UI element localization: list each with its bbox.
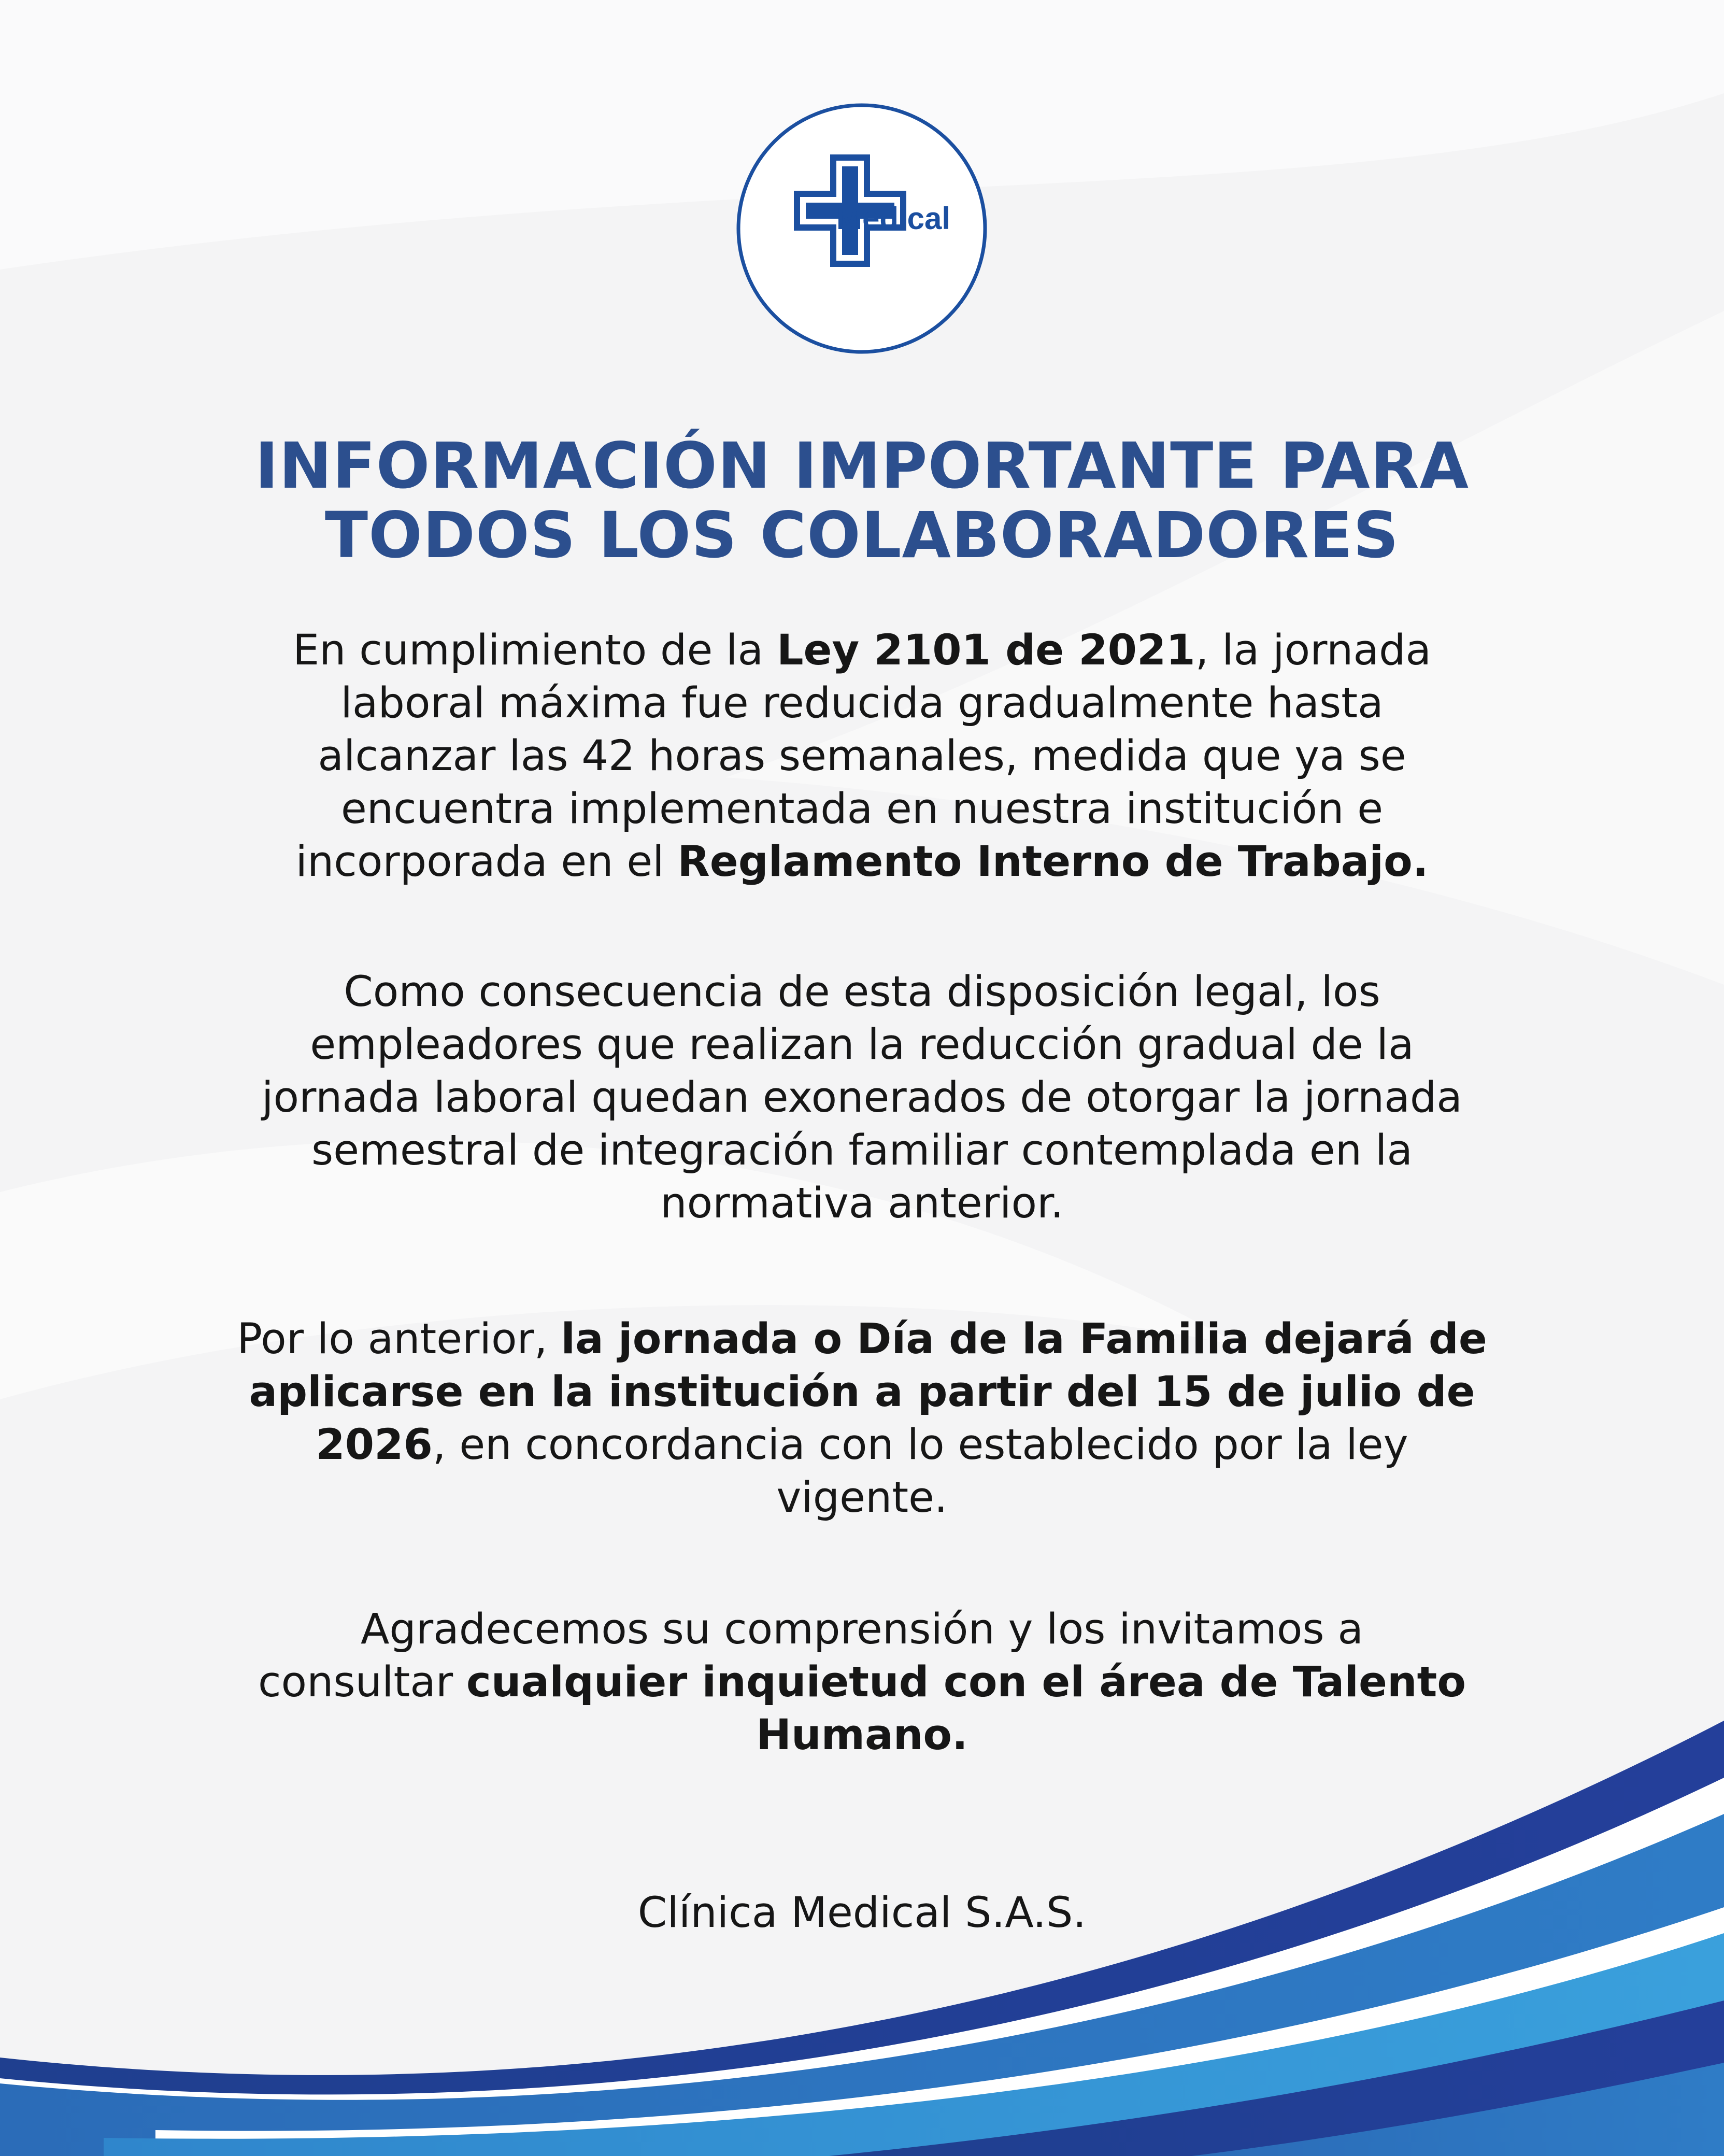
bold-text-run: Ley 2101 de 2021 xyxy=(776,626,1195,675)
paragraph-consequence xyxy=(83,966,1641,1230)
text-line: Agradecemos su comprensión y los invitamos a xyxy=(361,1605,1363,1654)
page-title xyxy=(104,431,1620,570)
medical-cross-icon xyxy=(735,102,989,356)
text-line xyxy=(83,1656,1641,1709)
bold-text-run: Humano. xyxy=(756,1711,968,1760)
text-line: empleadores que realizan la reducción gradual de la xyxy=(310,1020,1414,1069)
text-line xyxy=(83,1313,1641,1366)
bold-text-run: cualquier inquietud con el área de Talento xyxy=(466,1658,1466,1707)
text-run: incorporada en el xyxy=(295,838,678,886)
text-line xyxy=(83,1419,1641,1471)
text-run: consultar xyxy=(258,1658,466,1707)
text-line: laboral máxima fue reducida gradualmente hasta xyxy=(340,679,1384,728)
text-line: alcanzar las 42 horas semanales, medida que ya se xyxy=(318,732,1406,781)
title-line-2: TODOS LOS COLABORADORES xyxy=(324,499,1400,572)
paragraph-contact xyxy=(83,1603,1641,1762)
medical-logo xyxy=(735,102,989,356)
bold-text-run: 2026 xyxy=(316,1421,433,1469)
bold-text-run: Reglamento Interno de Trabajo. xyxy=(677,838,1429,886)
text-line: Como consecuencia de esta disposición legal, los xyxy=(344,968,1380,1016)
bold-text-run: aplicarse en la institución a partir del 15 de julio de xyxy=(249,1368,1475,1416)
text-run: En cumplimiento de la xyxy=(292,626,777,675)
title-line-1: INFORMACIÓN IMPORTANTE PARA xyxy=(254,429,1470,503)
bold-text-run: la jornada o Día de la Familia dejará de xyxy=(561,1315,1487,1364)
signature: Clínica Medical S.A.S. xyxy=(637,1889,1087,1937)
text-run: , en concordancia con lo establecido por la ley xyxy=(432,1421,1408,1469)
text-line xyxy=(83,624,1641,677)
text-line xyxy=(83,835,1641,888)
text-line: vigente. xyxy=(776,1473,948,1522)
text-line: normativa anterior. xyxy=(660,1179,1064,1228)
text-run: Por lo anterior, xyxy=(237,1315,561,1364)
text-line xyxy=(83,1366,1641,1419)
paragraph-family-day xyxy=(83,1313,1641,1524)
text-run: , la jornada xyxy=(1195,626,1432,675)
paragraph-law-reference xyxy=(83,624,1641,888)
text-line: encuentra implementada en nuestra institución e xyxy=(340,785,1384,833)
text-line: jornada laboral quedan exonerados de otorgar la jornada xyxy=(262,1073,1462,1122)
logo-text: Medical xyxy=(836,201,951,236)
text-line xyxy=(83,1709,1641,1762)
text-line: semestral de integración familiar contemplada en la xyxy=(311,1126,1413,1175)
